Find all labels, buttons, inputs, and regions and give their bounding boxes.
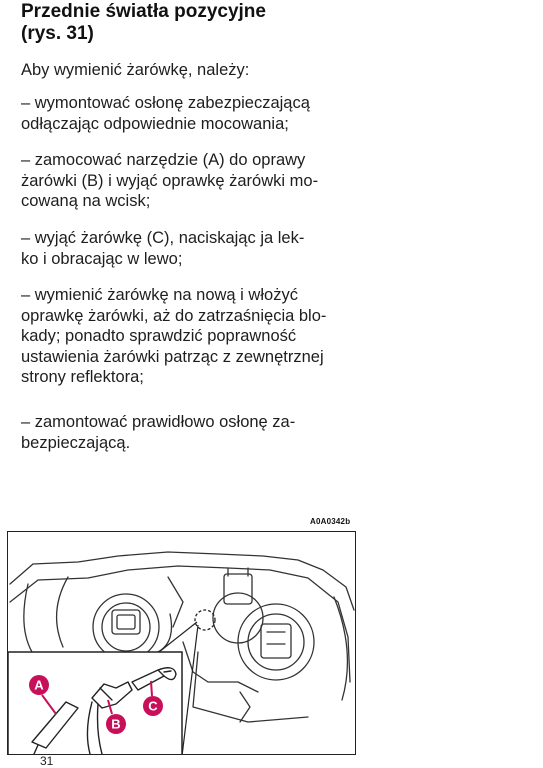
step-3-line-2: ko i obracając w lewo; (21, 249, 183, 268)
step-1 (21, 93, 343, 134)
headlight-figure (7, 531, 356, 755)
intro-line: Aby wymienić żarówkę, należy: (21, 61, 250, 79)
callout-c-label: C (148, 698, 158, 714)
callout-a-label: A (34, 677, 44, 693)
step-3 (21, 228, 343, 269)
headlight-illustration (8, 532, 356, 755)
step-1-line-1: – wymontować osłonę zabezpieczającą (21, 94, 310, 112)
figure-code: A0A0342b (310, 517, 351, 526)
step-5-line-2: bezpieczającą. (21, 433, 131, 452)
intro-paragraph (21, 60, 343, 81)
step-4-line-3: kady; ponadto sprawdzić poprawność (21, 327, 297, 345)
step-4 (21, 285, 343, 388)
section-title (21, 1, 266, 45)
step-5 (21, 412, 343, 453)
callout-b-label: B (111, 716, 121, 732)
step-2 (21, 150, 343, 212)
step-4-line-5: strony reflektora; (21, 368, 144, 386)
step-4-line-2: oprawkę żarówki, aż do zatrzaśnięcia blo- (21, 306, 327, 325)
step-4-line-4: ustawienia żarówki patrząc z zewnętrznej (21, 347, 324, 366)
figure-number: 31 (40, 754, 54, 768)
step-5-line-1: – zamontować prawidłowo osłonę za- (21, 413, 296, 431)
step-3-line-1: – wyjąć żarówkę (C), naciskając ja lek- (21, 229, 305, 247)
section-title-line-1: Przednie światła pozycyjne (21, 1, 266, 22)
step-2-line-2: żarówki (B) i wyjąć oprawkę żarówki mo- (21, 171, 319, 190)
step-2-line-3: cowaną na wcisk; (21, 192, 151, 210)
section-title-line-2: (rys. 31) (21, 23, 94, 44)
step-4-line-1: – wymienić żarówkę na nową i włożyć (21, 286, 298, 304)
step-1-line-2: odłączając odpowiednie mocowania; (21, 114, 289, 133)
step-2-line-1: – zamocować narzędzie (A) do oprawy (21, 151, 306, 169)
